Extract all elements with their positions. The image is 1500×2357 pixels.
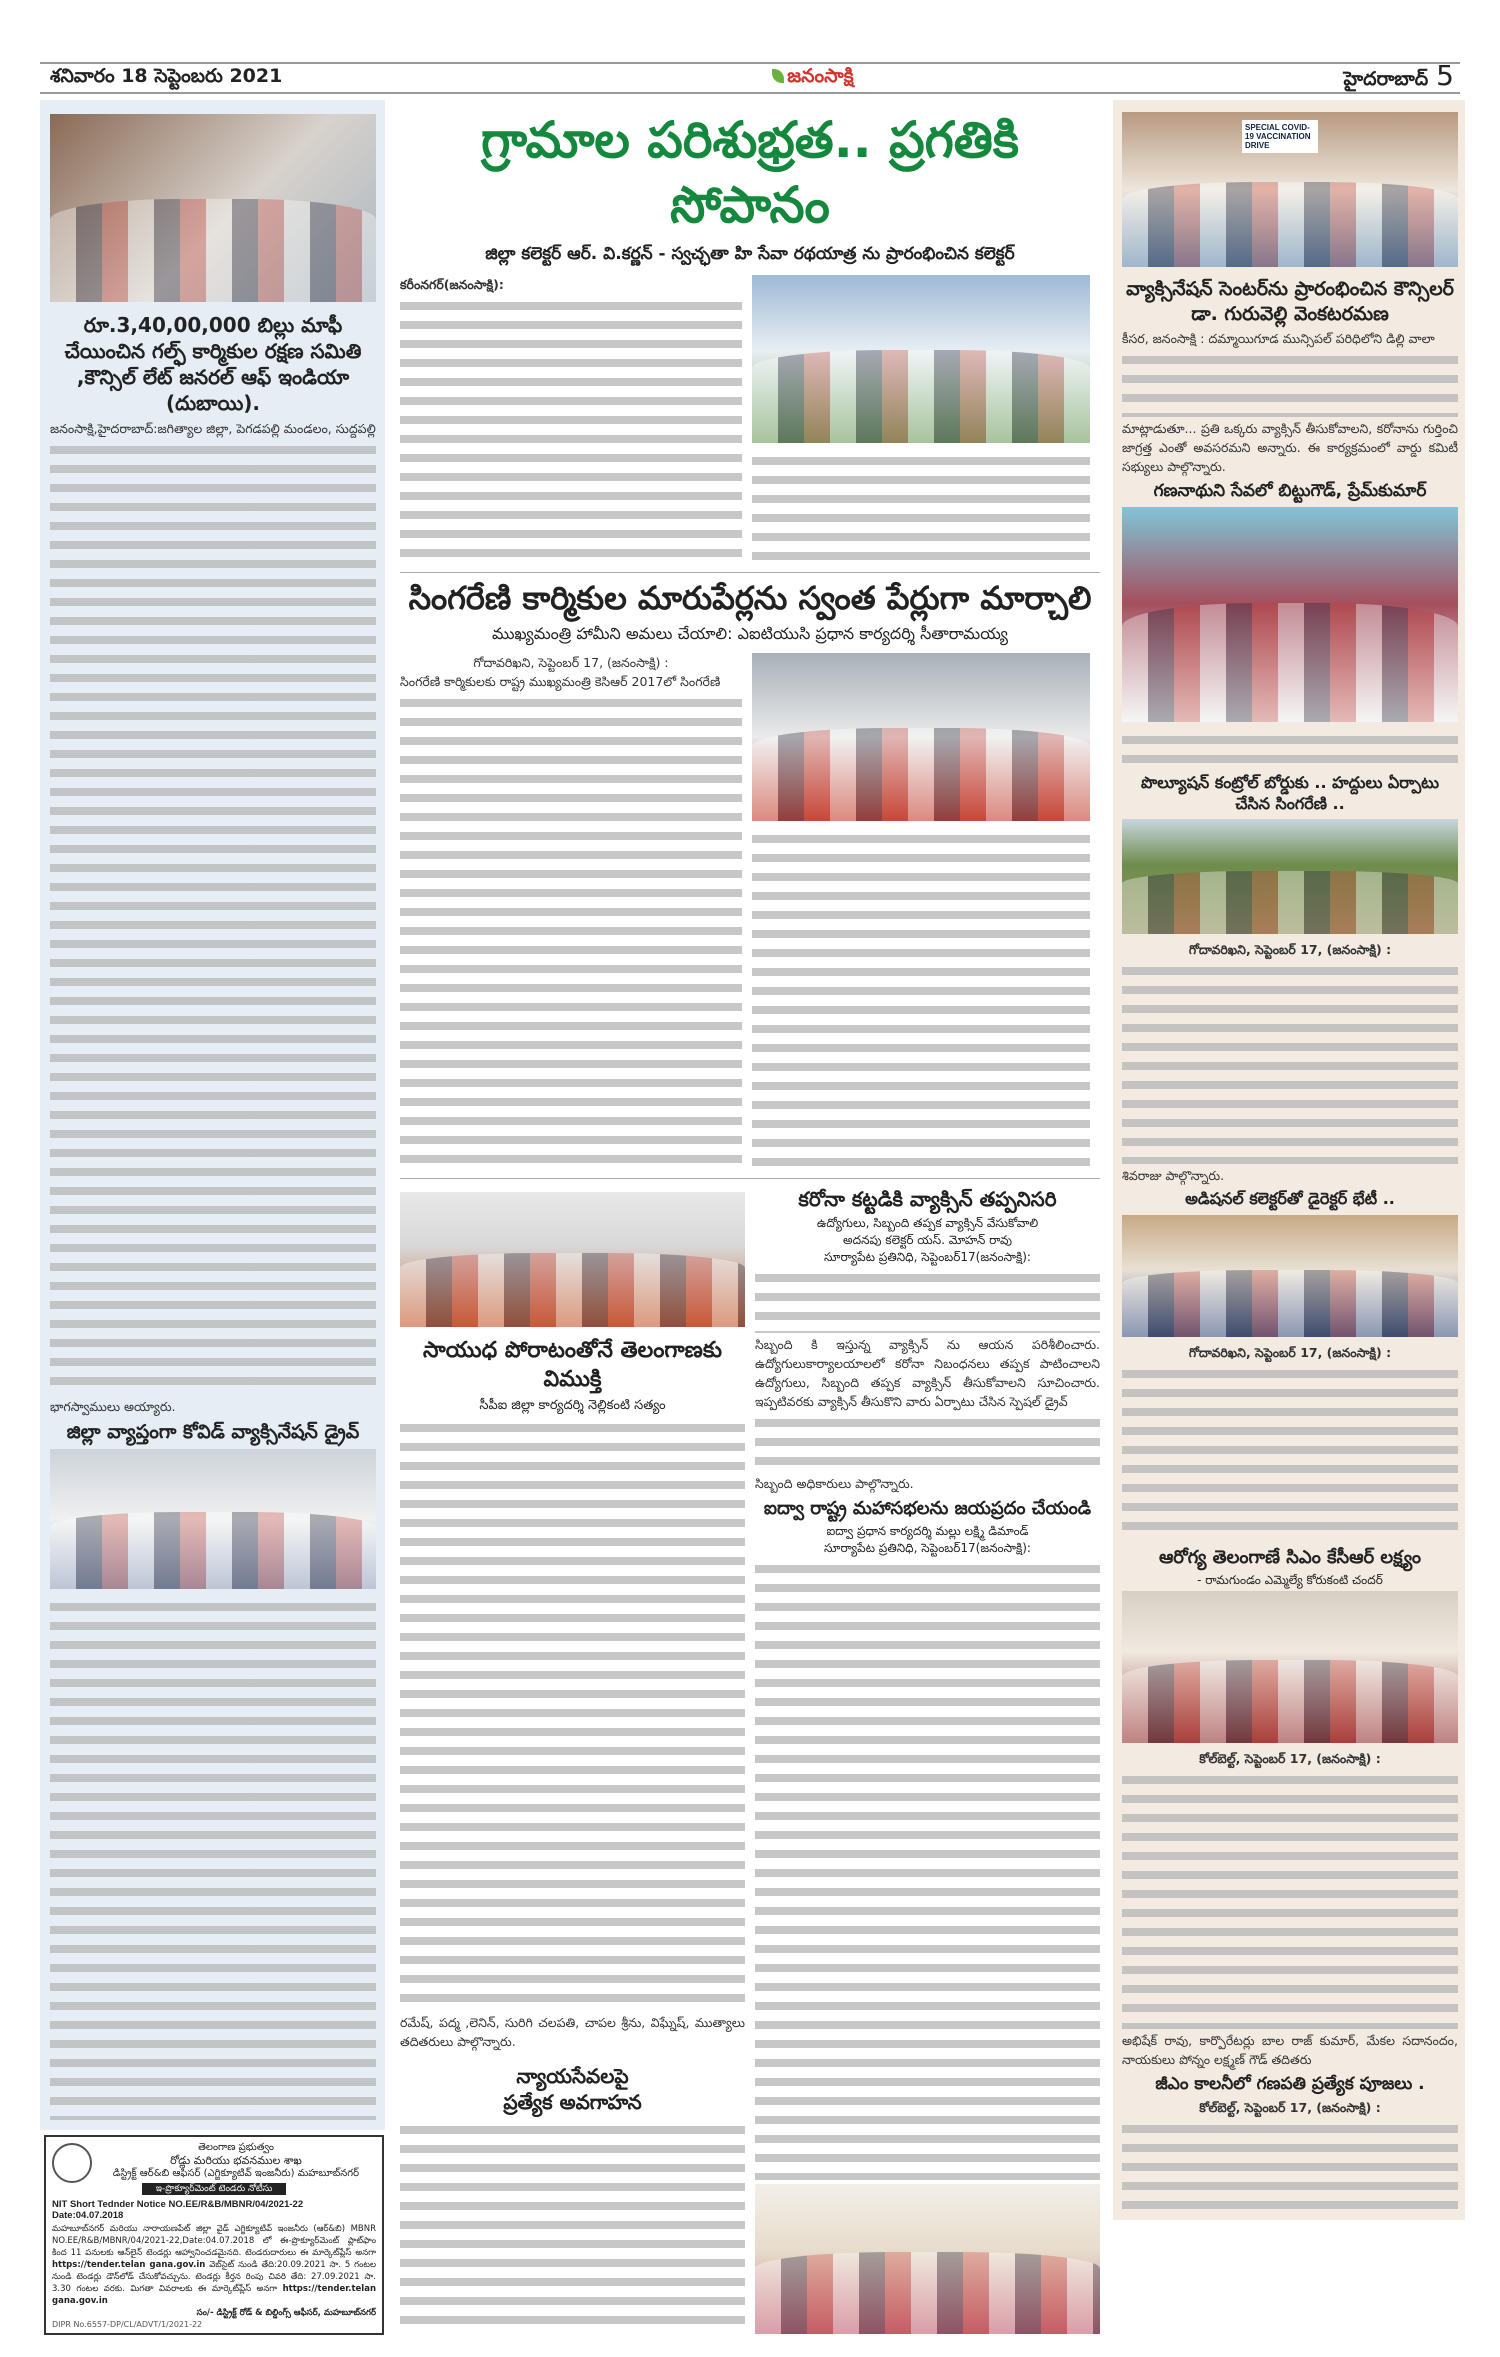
story-body-text	[400, 693, 742, 1170]
vaccination-center-photo	[1122, 112, 1458, 267]
hospital-photo	[50, 114, 376, 302]
story-tail: శివరాజు పాల్గొన్నారు.	[1122, 1168, 1225, 1184]
notice-date: Date:04.07.2018	[52, 2210, 124, 2221]
story-body-text	[1122, 1770, 1458, 2028]
story-headline: పొల్యూషన్ కంట్రోల్ బోర్డుకు .. హద్దులు ఏర్పాటు చేసిన సింగరేణి ..	[1140, 772, 1439, 813]
story-lead: జనంసాక్షి,హైదరాబాద్:జగిత్యాల జిల్లా, పెగడపల్లి మండలం, సుద్దపల్లి	[50, 421, 376, 436]
story-dateline: గోదావరిఖని, సెప్టెంబర్ 17, (జనంసాక్షి) :	[1188, 942, 1392, 958]
center-lower-left	[400, 1186, 745, 2334]
page-number: 5	[1436, 58, 1454, 92]
story-headline: జిల్లా వ్యాప్తంగా కోవిడ్ వ్యాక్సినేషన్ డ్రైవ్	[66, 1420, 360, 1443]
tender-url[interactable]: https://tender.telan gana.gov.in	[52, 2284, 377, 2306]
story-lead: కీసర, జనంసాక్షి : దమ్మాయిగూడ మున్సిపల్ పరిధిలోని డిల్లి వాలా	[1122, 331, 1435, 347]
right-column-content	[1122, 112, 1458, 2216]
story-lead: సింగరేణి కార్మికులకు రాష్ట్ర ముఖ్యమంత్రి కెసిఆర్ 2017లో సింగరేణి	[400, 673, 721, 689]
story-headline: సింగరేణి కార్మికుల మారుపేర్లను స్వంత పేర్లుగా మార్చాలి	[408, 579, 1092, 617]
logo-text: జనంసాక్షి	[787, 64, 854, 87]
divider	[400, 1178, 1100, 1179]
rathayatra-photo	[752, 275, 1090, 443]
telangana-emblem-icon	[52, 2143, 92, 2183]
story-body-text	[50, 440, 376, 1395]
story-body-text	[1122, 730, 1458, 767]
tender-notice-ad	[44, 2135, 384, 2335]
flag-hoisting-photo	[400, 1192, 745, 1327]
story-headline: న్యాయసేవలపై	[516, 2063, 629, 2088]
land-boundary-photo	[1122, 819, 1458, 934]
story-subheadline: ఐద్వా ప్రధాన కార్యదర్శి మల్లు లక్ష్మి డిమాండ్	[826, 1524, 1029, 1539]
story-body-text	[755, 1559, 1100, 2180]
story-body-text	[1122, 961, 1458, 1164]
story-headline: గణనాథుని సేవలో బిట్టుగౌడ్, ప్రేమ్‌కుమార్	[1153, 480, 1427, 501]
main-text-column	[400, 275, 742, 566]
story-subheadline: ఉద్యోగులు, సిబ్బంది తప్పక వ్యాక్సిన్ వేసుకోవాలి	[816, 1216, 1039, 1230]
story-tail: సిబ్బంది అధికారులు పాల్గొన్నారు.	[755, 1475, 914, 1491]
left-column-content	[50, 112, 376, 2122]
story-tail: రమేష్, పద్మ ,లెనిన్, సురిగి చలపతి, చాపల శ్రీను, విఘ్నేష్, ముత్యాలు తదితరులు పాల్గొన్నారు.	[400, 2014, 745, 2049]
story-body: సిబ్బంది కి ఇస్తున్న వ్యాక్సిన్ ను ఆయన పరిశీలించారు. ఉద్యోగులుకార్యాలయాలలో కరోనా నిబంధనలు తప్పక పాటించాలని ఉద్యోగులు, సిబ్బంది తప్పక వ్యాక్సిన్ తీసుకోవాలని సూచించారు. ఇప్పటివరకు వ్యాక్సిన్ తీసుకొని వారు ఏర్పాటు చేసిన స్పెషల్ డ్రైవ్	[755, 1336, 1100, 1409]
center-lower-section	[400, 1186, 1100, 2334]
ad-gov: తెలంగాణ ప్రభుత్వం	[198, 2142, 274, 2153]
notice-number: NIT Short Tednder Notice NO.EE/R&B/MBNR/04/2021-22	[52, 2199, 304, 2210]
edition-info	[1343, 58, 1454, 95]
main-headline: గ్రామాల పరిశుభ్రత.. ప్రగతికి సోపానం	[480, 111, 1019, 234]
story-headline: ప్రత్యేక అవగాహన	[503, 2089, 642, 2114]
story-dateline: కోల్‌బెల్ట్, సెప్టెంబర్ 17, (జనంసాక్షి) :	[1199, 1751, 1381, 1767]
story-dateline: గోదావరిఖని, సెప్టెంబర్ 17, (జనంసాక్షి) :	[1188, 1344, 1392, 1360]
story-subheadline: అదనపు కలెక్టర్ యస్. మోహన్ రావు	[843, 1233, 1012, 1247]
ad-signature: సం/- డిస్ట్రిక్ట్ రోడ్ & బిల్డింగ్స్ ఆఫీసర్, మహబూబ్‌నగర్	[196, 2308, 376, 2318]
story-dateline: కోల్‌బెల్ట్, సెప్టెంబర్ 17, (జనంసాక్షి) :	[1199, 2099, 1381, 2115]
story-dateline: సూర్యాపేట ప్రతినిధి, సెప్టెంబర్17(జనంసాక్షి):	[824, 1541, 1031, 1556]
ad-banner: ఇ-ప్రొక్యూర్‌మెంట్ టెండరు నోటీసు	[142, 2183, 286, 2195]
story-headline: జీఎం కాలనీలో గణపతి ప్రత్యేక పూజలు .	[1155, 2073, 1425, 2094]
story-headline: వ్యాక్సినేషన్ సెంటర్‌ను ప్రారంభించిన కౌన్సిలర్ డా. గురువెల్లి వెంకటరమణ	[1126, 278, 1454, 325]
issue-date: శనివారం 18 సెప్టెంబరు 2021	[50, 64, 283, 87]
main-photo-column	[752, 275, 1090, 566]
story-body-text	[1122, 350, 1458, 416]
singareni-photo-column	[752, 653, 1090, 1172]
story-dateline: గోదావరిఖని, సెప్టెంబర్ 17, (జనంసాక్షి) :	[473, 654, 669, 670]
singareni-story	[400, 578, 1100, 1172]
story-dateline: సూర్యాపేట ప్రతినిధి, సెప్టెంబర్17(జనంసాక్షి):	[824, 1250, 1031, 1264]
main-body-text	[400, 296, 742, 564]
vaccination-banner: SPECIAL COVID-19 VACCINATION DRIVE	[1242, 120, 1318, 153]
mla-event-photo	[1122, 1591, 1458, 1743]
story-tail: మాట్లాడుతూ... ప్రతి ఒక్కరు వ్యాక్సిన్ తీసుకోవాలని, కరోనాను గుర్తించి జాగ్రత్త ఎంతో అవసరమని అన్నారు. ఈ కార్యక్రమంలో వార్డు కమిటీ సభ్యులు పాల్గొన్నారు.	[1122, 420, 1458, 474]
story-headline: అడిషనల్ కలెక్టర్‌తో డైరెక్టర్ భేటీ ..	[1185, 1189, 1395, 1209]
story-body-text	[50, 1597, 376, 2120]
story-tail: భాగస్వాములు అయ్యారు.	[50, 1398, 176, 1414]
meeting-photo	[50, 1449, 376, 1589]
tender-url[interactable]: https://tender.telan gana.gov.in	[52, 2260, 206, 2270]
story-body-text	[755, 1268, 1100, 1333]
aidwa-women-photo	[755, 2184, 1100, 2334]
ganesh-festival-photo	[1122, 507, 1458, 722]
story-tail: అభిషేక్ రావు, కార్పొరేటర్లు బాల రాజ్ కుమార్, మేకల సదానందం, నాయకులు పోన్నం లక్ష్మణ్ గౌడ్ తదితరు	[1122, 2032, 1458, 2067]
singareni-story-body	[400, 653, 1100, 1172]
main-body-text	[752, 451, 1090, 564]
story-subheadline: - రామగుండం ఎమ్మెల్యే కోరుకంటి చందర్	[1197, 1572, 1383, 1587]
ad-dept: రోడ్లు మరియు భవనముల శాఖ	[170, 2154, 302, 2167]
ad-body-2: వెబ్‌సైట్ నుండి తేది:20.09.2021 సా. 5 గంటల నుండి టెండర్లు డౌన్‌లోడ్ చేసుకోవచ్చును. టెండర్లు కీర్తన రింపు చివరి తేది: 27.09.2021 సా. 3.30 గంటల వరకు. మిగతా వివరాలకు ఈ మార్కెట్‌ప్లేస్ అనగా	[52, 2260, 376, 2294]
ad-body: మహబూబ్‌నగర్ మరియు నారాయణపేట్ జిల్లా వైడ్ ఎగ్జిక్యూటివ్ ఇంజనీరు (ఆర్&బి) MBNR NO.EE/R&B/MBNR/04/2021-22,Date:04.07.2018 లో ఈ-ప్రొక్యూర్‌మెంట్ ప్లాట్‌ఫాం కింద 11 పనులకు ఆన్‌లైన్ టెండర్లు ఆహ్వానించడమైనది. టెండరుదారులు ఈ మార్కెట్‌ప్లేస్ అనగా	[52, 2224, 376, 2258]
newspaper-logo	[772, 65, 853, 92]
edition-city: హైదరాబాద్	[1343, 67, 1429, 90]
ad-office: డిస్ట్రిక్ట్ ఆర్&బి ఆఫీసర్ (ఎగ్జిక్యూటివ్ ఇంజనీరు) మహబూబ్‌నగర్	[112, 2168, 360, 2179]
story-headline: సాయుధ పోరాటంతోనే తెలంగాణకు విముక్తి	[423, 1338, 722, 1392]
story-headline: రూ.3,40,00,000 బిల్లు మాఫీ చేయించిన గల్ఫ్ కార్మికుల రక్షణ సమితి ,కౌన్సిల్ లేట్ జనరల్ ఆఫ్ ఇండియా (దుబాయి).	[64, 313, 362, 415]
story-headline: ఆరోగ్య తెలంగాణే సిఎం కేసీఆర్ లక్ష్యం	[1158, 1546, 1422, 1568]
story-subheadline: ముఖ్యమంత్రి హామీని అమలు చేయాలి: ఎఐటియుసి ప్రధాన కార్యదర్శి సీతారామయ్య	[492, 623, 1008, 643]
story-body-text	[755, 1413, 1100, 1472]
center-lower-right	[755, 1186, 1100, 2334]
dipr-number: DIPR No.6557-DP/CL/ADVT/1/2021-22	[52, 2320, 203, 2329]
aituc-leaders-photo	[752, 653, 1090, 821]
collector-meeting-photo	[1122, 1215, 1458, 1337]
singareni-text-column	[400, 653, 742, 1172]
story-body-text	[400, 1418, 745, 2011]
page-header	[40, 58, 1460, 94]
main-story-body	[400, 275, 1100, 566]
story-body-text	[1122, 2119, 1458, 2214]
story-body-text	[1122, 1364, 1458, 1540]
story-headline: ఐద్వా రాష్ట్ర మహాసభలను జయప్రదం చేయండి	[763, 1497, 1092, 1519]
divider	[400, 572, 1100, 573]
main-lead: కరీంనగర్(జనంసాక్షి):	[400, 276, 504, 292]
story-subheadline: సీపీఐ జిల్లా కార్యదర్శి నెల్లికంటి సత్యం	[479, 1398, 666, 1414]
story-body-text	[752, 829, 1090, 1170]
main-story	[400, 108, 1100, 566]
story-body-text	[400, 2120, 745, 2332]
story-headline: కరోనా కట్టడికి వ్యాక్సిన్ తప్పనిసరి	[798, 1187, 1057, 1211]
leaf-icon	[772, 69, 784, 83]
main-subheadline: జిల్లా కలెక్టర్ ఆర్. వి.కర్ణన్ - స్వచ్ఛతా హి సేవా రథయాత్ర ను ప్రారంభించిన కలెక్టర్	[485, 244, 1015, 264]
